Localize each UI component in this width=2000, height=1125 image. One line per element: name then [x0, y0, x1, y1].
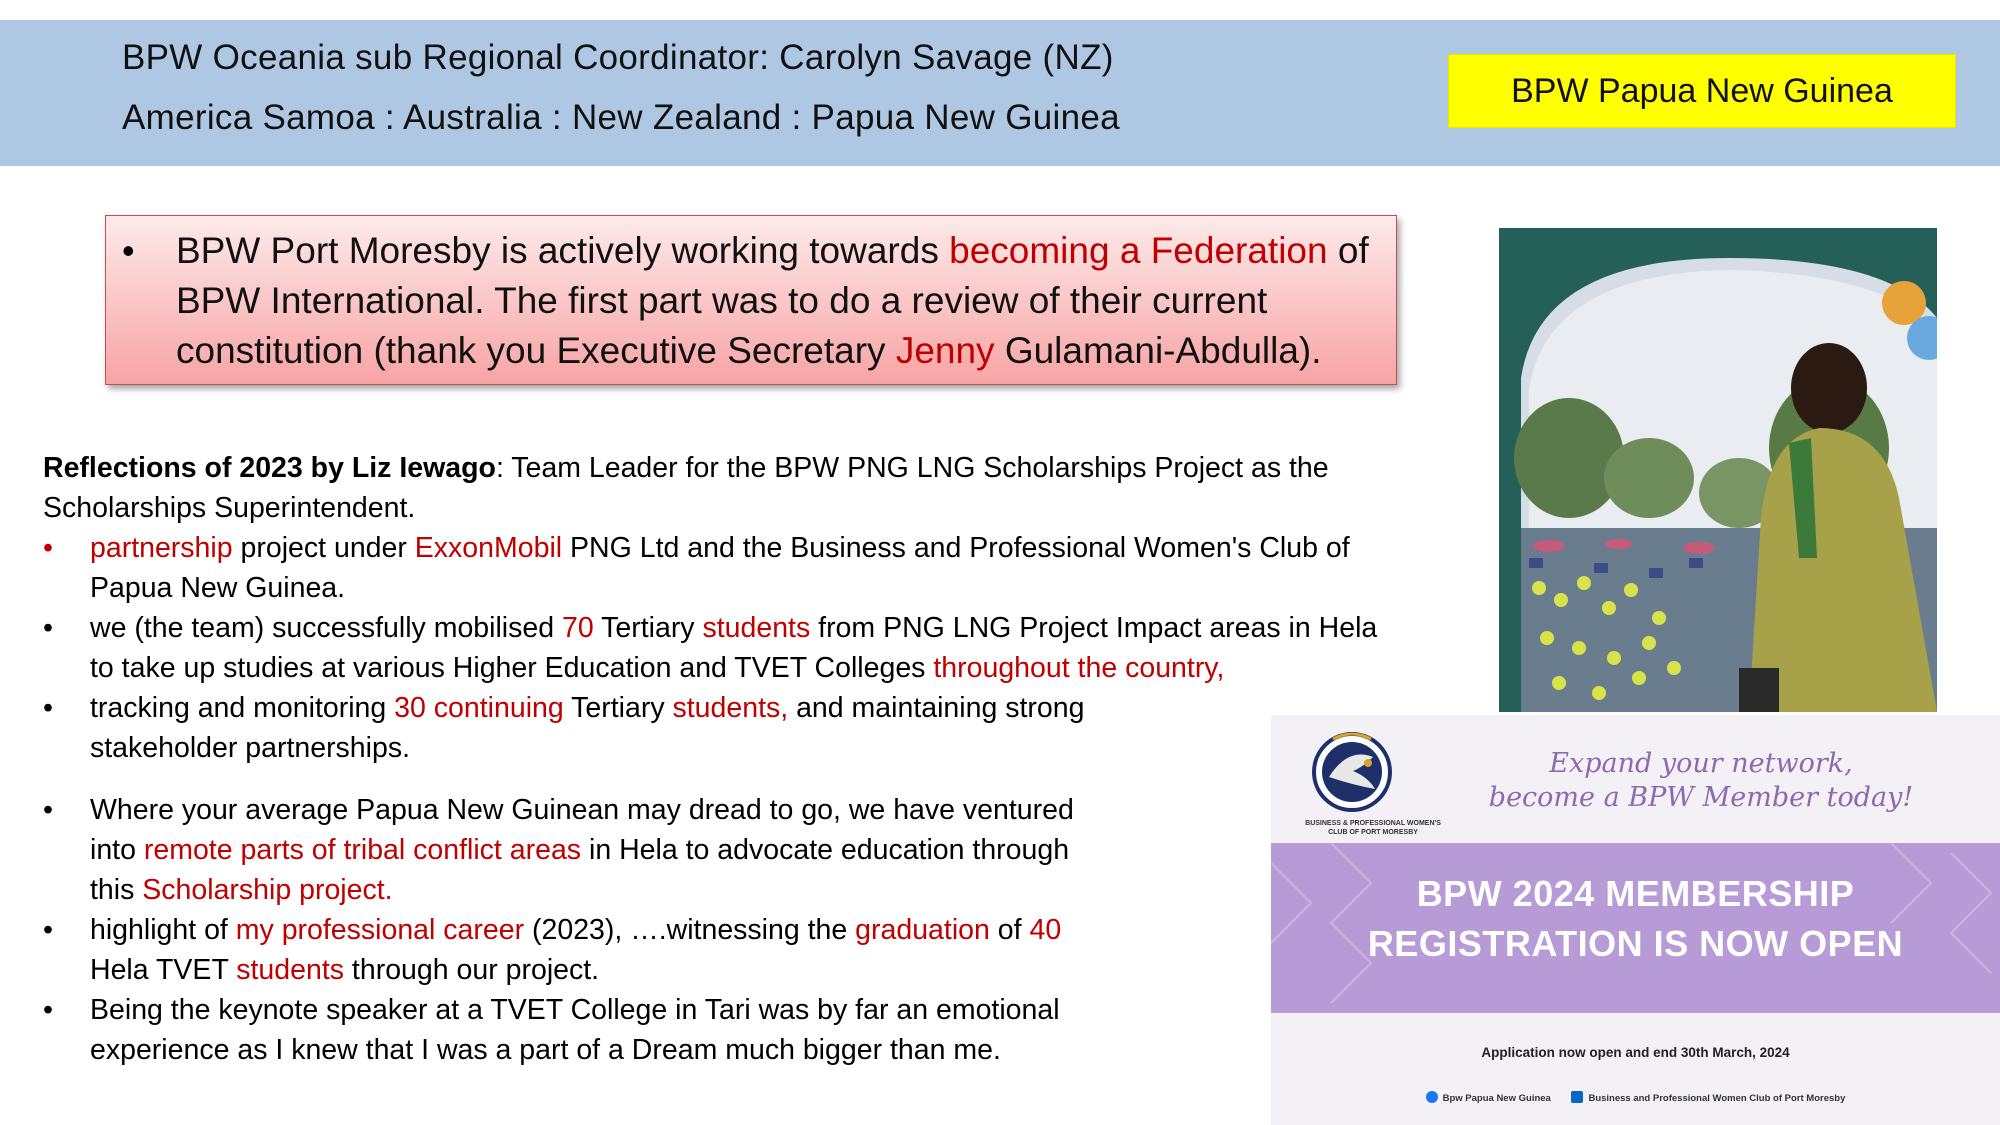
highlight-text: students,: [672, 692, 789, 724]
item-text: through our project.: [344, 954, 600, 986]
tagline-line: become a BPW Member today!: [1488, 782, 1914, 813]
list-item: [43, 790, 1093, 910]
country-badge: BPW Papua New Guinea: [1448, 54, 1956, 128]
facebook-link[interactable]: Bpw Papua New Guinea: [1442, 1093, 1551, 1104]
heading-line: REGISTRATION IS NOW OPEN: [1367, 923, 1904, 964]
federation-callout: [105, 215, 1397, 385]
highlight-text: students: [236, 954, 345, 986]
reflections-list-2: [43, 790, 1093, 1070]
federation-highlight-name: Jenny: [895, 330, 995, 371]
facebook-icon: [1426, 1091, 1438, 1103]
bullet-icon: •: [122, 230, 135, 271]
item-text: and maintaining strong stakeholder partnerships.: [90, 692, 1085, 764]
item-text: highlight of: [90, 914, 236, 946]
bullet-icon: •: [43, 994, 53, 1026]
item-text: Where your average Papua New Guinean may dread to go, we have ventured into: [90, 794, 1074, 866]
linkedin-link[interactable]: Business and Professional Women Club of Port Moresby: [1588, 1093, 1846, 1104]
reflections-title: Reflections of 2023 by Liz Iewago: [43, 452, 496, 484]
list-item: [43, 990, 1170, 1070]
flyer-heading: [1271, 869, 2000, 969]
item-text: of: [989, 914, 1030, 946]
federation-text-part: of BPW International. The first part was to do a review of their current constitution (thank you Executive Secretary: [176, 230, 1369, 371]
bullet-icon: •: [43, 914, 53, 946]
heading-line: BPW 2024 MEMBERSHIP: [1416, 873, 1855, 914]
list-item: [43, 688, 1220, 768]
highlight-text: remote parts of tribal conflict areas: [143, 834, 582, 866]
highlight-text: partnership: [90, 532, 233, 564]
bullet-icon: •: [43, 794, 53, 826]
speaker-photo: [1499, 228, 1937, 712]
highlight-text: throughout the country,: [933, 652, 1225, 684]
item-text: we (the team) successfully mobilised: [90, 612, 563, 644]
item-text: Tertiary: [563, 692, 673, 724]
item-text: Tertiary: [593, 612, 703, 644]
federation-highlight: becoming a Federation: [949, 230, 1328, 271]
item-text: Hela TVET: [90, 954, 237, 986]
federation-text-part: Gulamani-Abdulla).: [994, 330, 1322, 371]
item-text: PNG Ltd and the Business and Professional Women's Club of Papua New Guinea.: [90, 532, 1350, 604]
list-item: [43, 910, 1093, 990]
list-item: [43, 608, 1383, 688]
speaker-photo-illustration: [1499, 228, 1937, 712]
social-links: [1271, 1091, 2000, 1104]
highlight-text: students: [702, 612, 811, 644]
highlight-text: Scholarship project.: [142, 874, 393, 906]
federation-text: [176, 226, 1386, 376]
header-band: [0, 20, 2000, 166]
highlight-text: 40: [1029, 914, 1062, 946]
bpw-logo-icon: [1293, 727, 1441, 845]
item-text: project under: [232, 532, 415, 564]
countries-line: America Samoa : Australia : New Zealand : Papua New Guinea: [122, 98, 1120, 137]
application-deadline: Application now open and end 30th March, 2024: [1481, 1045, 1790, 1060]
bullet-icon: •: [43, 612, 53, 644]
linkedin-icon: [1571, 1091, 1583, 1103]
item-text: tracking and monitoring: [90, 692, 395, 724]
item-text: from PNG LNG Project Impact areas in Hela to take up studies at various Higher Education and TVET Colleges: [90, 612, 1378, 684]
reflections-intro: [43, 448, 1383, 528]
highlight-text: ExxonMobil: [414, 532, 563, 564]
highlight-text: 30 continuing: [394, 692, 564, 724]
tagline-line: Expand your network,: [1549, 748, 1853, 779]
highlight-text: graduation: [855, 914, 990, 946]
bullet-icon: •: [43, 532, 53, 564]
reflections-list: [43, 528, 1383, 768]
highlight-text: 70: [562, 612, 594, 644]
logo-caption: BUSINESS & PROFESSIONAL WOMEN'S CLUB OF PORT MORESBY: [1305, 820, 1441, 836]
reflections-subtitle: : Team Leader for the BPW PNG LNG Scholarships Project as the Scholarships Superintendent.: [43, 452, 1329, 524]
coordinator-line: BPW Oceania sub Regional Coordinator: Carolyn Savage (NZ): [122, 38, 1114, 77]
membership-flyer: [1271, 715, 2000, 1125]
bullet-icon: •: [43, 692, 53, 724]
item-text: in Hela to advocate education through this: [90, 834, 1070, 906]
highlight-text: my professional career: [235, 914, 525, 946]
flyer-tagline: [1411, 747, 1991, 815]
federation-text-part: BPW Port Moresby is actively working towards: [176, 230, 950, 271]
item-text: Being the keynote speaker at a TVET College in Tari was by far an emotional experience as I knew that I was a part of a Dream much bigger than me.: [90, 994, 1060, 1066]
item-text: (2023), ….witnessing the: [524, 914, 856, 946]
list-item: [43, 528, 1383, 608]
reflections-section: [43, 448, 1383, 1070]
